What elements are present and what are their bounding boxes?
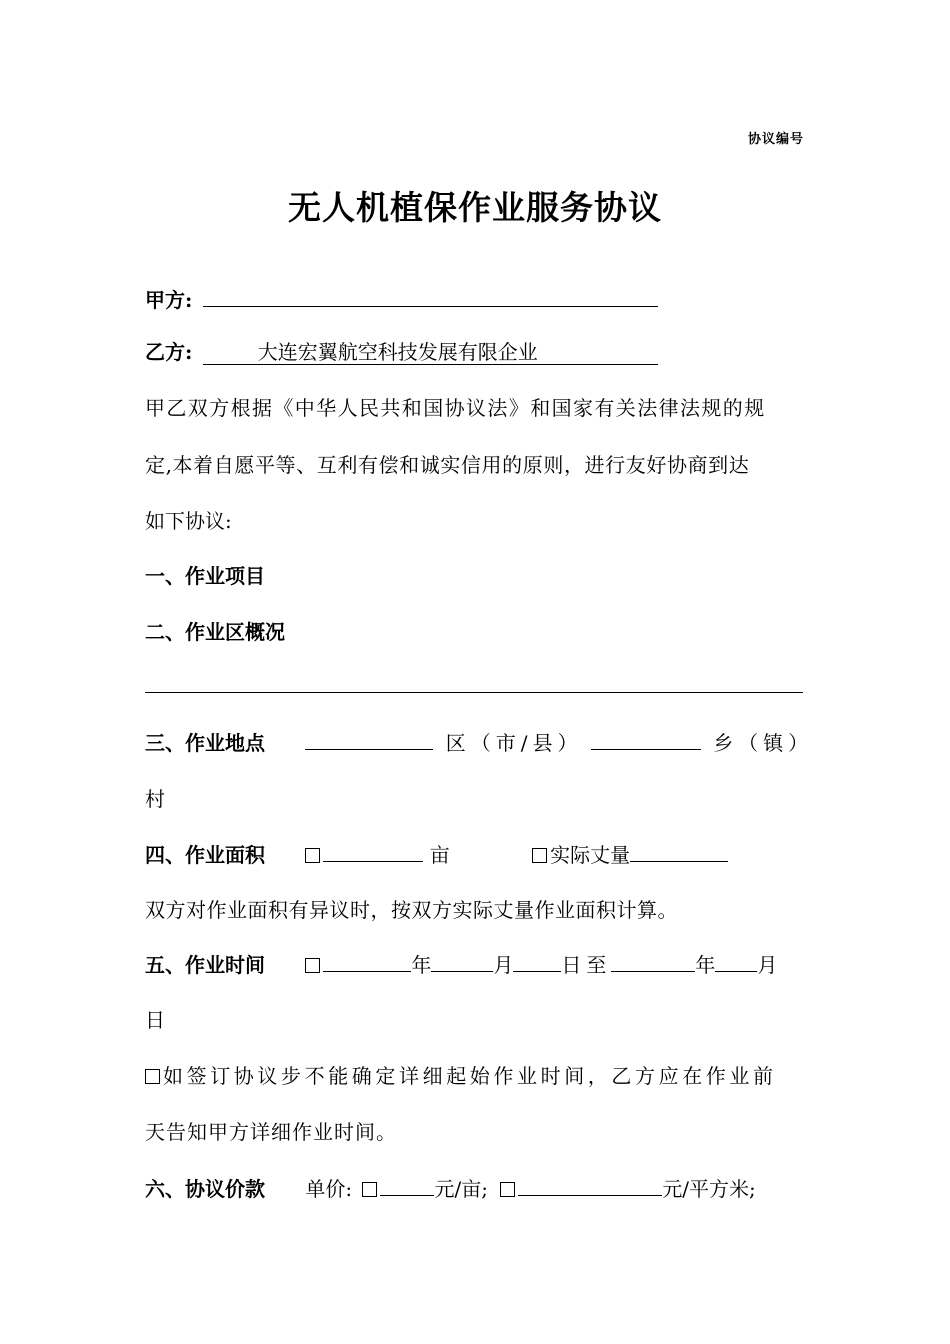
per-mu-checkbox[interactable] [362,1182,377,1197]
end-month-field[interactable] [715,949,757,972]
section-3-row [145,727,813,755]
section-4-heading: 四、作业面积 [145,843,265,867]
section-3-heading: 三、作业地点 [145,731,265,755]
start-day-field[interactable] [513,949,561,972]
preamble-line-2: 定,本着自愿平等、互利有偿和诚实信用的原则，进行友好协商到达 [145,453,750,477]
day-to-label: 日至 [561,953,612,977]
party-a-field[interactable] [203,284,658,307]
preamble-line-1: 甲乙双方根据《中华人民共和国协议法》和国家有关法律法规的规 [145,396,766,420]
start-year-field[interactable] [323,949,411,972]
month2-label: 月 [757,953,778,977]
start-month-field[interactable] [431,949,493,972]
year-label: 年 [411,953,432,977]
town-field[interactable] [591,727,701,750]
party-b-field[interactable]: 大连宏翼航空科技发展有限企业 [203,340,658,365]
time-option-checkbox[interactable] [145,1069,160,1084]
per-mu-field[interactable] [380,1173,434,1196]
unit-price-label: 单价: [305,1177,353,1201]
section-5-heading: 五、作业时间 [145,953,265,977]
year2-label: 年 [695,953,716,977]
actual-field[interactable] [630,839,728,862]
section-2-blank-line[interactable] [145,692,803,693]
actual-checkbox[interactable] [532,848,547,863]
party-b-label: 乙方: [145,340,193,364]
section-1-heading: 一、作业项目 [145,564,265,588]
per-sqm-unit: 元/平方米; [662,1177,756,1201]
time-option-row [145,1062,777,1090]
document-title: 无人机植保作业服务协议 [288,188,662,227]
time-checkbox[interactable] [305,958,320,973]
section-6-row [145,1173,756,1201]
preamble-line-3: 如下协议: [145,509,232,533]
end-year-field[interactable] [611,949,695,972]
village-suffix: 村 [145,787,165,811]
section-2-heading: 二、作业区概况 [145,620,285,644]
mu-checkbox[interactable] [305,848,320,863]
mu-field[interactable] [323,839,423,862]
section-4-row [145,839,728,867]
month-label: 月 [493,953,514,977]
time-option-line-2: 天告知甲方详细作业时间。 [145,1120,397,1144]
town-suffix: 乡（镇） [713,731,814,755]
section-6-heading: 六、协议价款 [145,1177,265,1201]
district-field[interactable] [305,727,433,750]
district-suffix: 区（市/县） [445,731,583,755]
party-b-row [145,338,658,366]
per-sqm-field[interactable] [518,1173,662,1196]
party-a-row [145,284,658,312]
area-dispute-note: 双方对作业面积有异议时，按双方实际丈量作业面积计算。 [145,898,678,922]
section-5-row [145,949,777,977]
per-mu-unit: 元/亩; [434,1177,488,1201]
mu-unit: 亩 [429,843,450,867]
time-option-line-1: 如签订协议步不能确定详细起始作业时间，乙方应在作业前 [163,1064,777,1088]
actual-label: 实际丈量 [550,843,631,867]
contract-number-label: 协议编号 [747,132,804,147]
party-a-label: 甲方: [145,288,193,312]
per-sqm-checkbox[interactable] [500,1182,515,1197]
end-day-label: 日 [145,1008,165,1032]
